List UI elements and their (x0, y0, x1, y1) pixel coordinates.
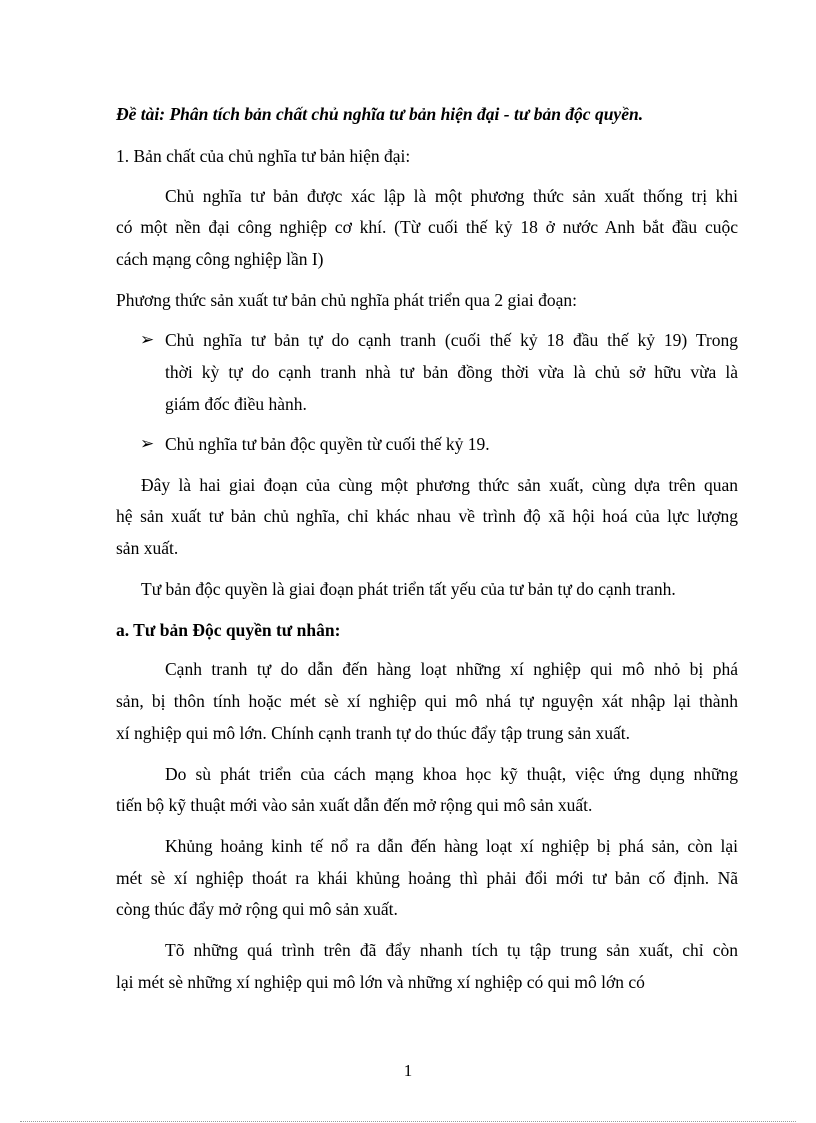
paragraph-6-line-1: Do sù phát triển của cách mạng khoa học kỹ thuật, việc ứng dụng những (165, 764, 738, 784)
paragraph-3-line-1: Đây là hai giai đoạn của cùng một phương thức sản xuất, cùng dựa trên quan (141, 475, 738, 495)
paragraph-1-line-3: cách mạng công nghiệp lần I) (116, 249, 324, 269)
bullet-1-line-3: giám đốc điều hành. (165, 394, 307, 414)
section-1-heading: 1. Bản chất của chủ nghĩa tư bản hiện đại: (116, 146, 411, 166)
paragraph-7-line-2: mét sè xí nghiệp thoát ra khái khủng hoảng thì phải đổi mới tư bản cố định. Nã (116, 868, 738, 888)
section-a-heading: a. Tư bản Độc quyền tư nhân: (116, 620, 341, 640)
paragraph-5-line-3: xí nghiệp qui mô lớn. Chính cạnh tranh tự do thúc đẩy tập trung sản xuất. (116, 723, 631, 743)
page-number: 1 (403, 1061, 413, 1080)
paragraph-4: Tư bản độc quyền là giai đoạn phát triển tất yếu của tư bản tự do cạnh tranh. (141, 579, 676, 599)
paragraph-7-line-1: Khủng hoảng kinh tế nổ ra dẫn đến hàng loạt xí nghiệp bị phá sản, còn lại (165, 836, 738, 856)
bullet-2: Chủ nghĩa tư bản độc quyền từ cuối thế kỷ 19. (165, 434, 490, 454)
paragraph-5-line-2: sản, bị thôn tính hoặc mét sè xí nghiệp qui mô nhá tự nguyện xát nhập lại thành (116, 691, 738, 711)
arrow-bullet-icon: ➢ (140, 434, 155, 454)
paragraph-5-line-1: Cạnh tranh tự do dẫn đến hàng loạt những xí nghiệp qui mô nhỏ bị phá (165, 659, 738, 679)
paragraph-1-line-2: có một nền đại công nghiệp cơ khí. (Từ cuối thế kỷ 18 ở nước Anh bắt đầu cuộc (116, 217, 738, 237)
page-bottom-divider (20, 1121, 796, 1122)
paragraph-6-line-2: tiến bộ kỹ thuật mới vào sản xuất dẫn đến mở rộng qui mô sản xuất. (116, 795, 593, 815)
paragraph-3-line-3: sản xuất. (116, 538, 179, 558)
arrow-bullet-icon: ➢ (140, 330, 155, 350)
bullet-1-line-2: thời kỳ tự do cạnh tranh nhà tư bản đồng thời vừa là chủ sở hữu vừa là (165, 362, 738, 382)
paragraph-2: Phương thức sản xuất tư bản chủ nghĩa phát triển qua 2 giai đoạn: (116, 290, 578, 310)
paragraph-7-line-3: còng thúc đẩy mở rộng qui mô sản xuất. (116, 899, 398, 919)
paragraph-8-line-2: lại mét sè những xí nghiệp qui mô lớn và những xí nghiệp có qui mô lớn có (116, 972, 645, 992)
paragraph-3-line-2: hệ sản xuất tư bản chủ nghĩa, chỉ khác nhau về trình độ xã hội hoá của lực lượng (116, 506, 738, 526)
paragraph-8-line-1: Tõ những quá trình trên đã đẩy nhanh tích tụ tập trung sản xuất, chỉ còn (165, 940, 738, 960)
document-title: Đề tài: Phân tích bản chất chủ nghĩa tư bản hiện đại - tư bản độc quyền. (116, 104, 644, 124)
paragraph-1-line-1: Chủ nghĩa tư bản được xác lập là một phương thức sản xuất thống trị khi (165, 186, 738, 206)
bullet-1-line-1: Chủ nghĩa tư bản tự do cạnh tranh (cuối thế kỷ 18 đầu thế kỷ 19) Trong (165, 330, 738, 350)
